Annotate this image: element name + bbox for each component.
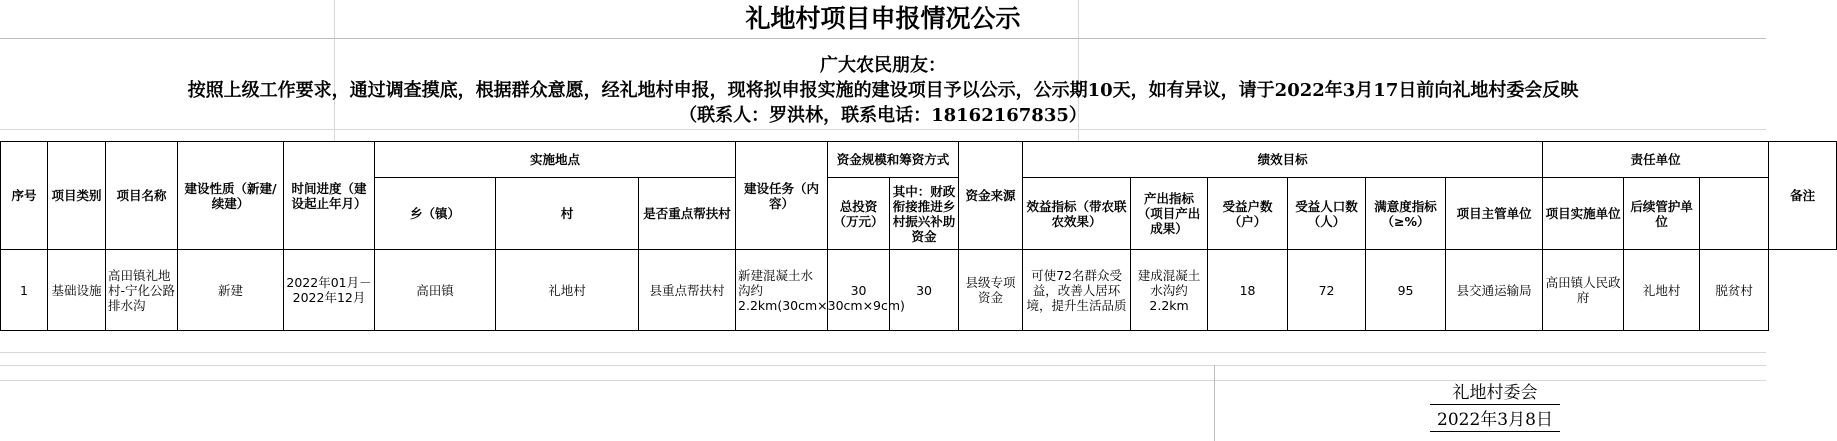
header-impl-unit: 项目实施单位 xyxy=(1543,178,1624,250)
cell-impl-unit: 高田镇人民政府 xyxy=(1543,250,1624,331)
header-seq: 序号 xyxy=(1,142,48,250)
header-township: 乡（镇） xyxy=(375,178,496,250)
header-lead-unit: 项目主管单位 xyxy=(1446,178,1543,250)
cell-source: 县级专项资金 xyxy=(959,250,1023,331)
cell-satisfaction: 95 xyxy=(1366,250,1446,331)
header-households: 受益户数（户） xyxy=(1208,178,1288,250)
header-nature: 建设性质（新建/续建） xyxy=(178,142,284,250)
grid-line xyxy=(0,129,1766,130)
grid-line xyxy=(0,365,1766,366)
table-row xyxy=(1,250,1837,331)
header-total-invest: 总投资（万元） xyxy=(828,178,890,250)
cell-benefit-indicator: 可使72名群众受益，改善人居环境，提升生活品质 xyxy=(1023,250,1131,331)
cell-total-invest: 30 xyxy=(828,250,890,331)
cell-seq: 1 xyxy=(1,250,48,331)
signature-date: 2022年3月8日 xyxy=(1430,409,1560,432)
header-category: 项目类别 xyxy=(48,142,106,250)
cell-category: 基础设施 xyxy=(48,250,106,331)
cell-maint-unit: 礼地村 xyxy=(1624,250,1700,331)
cell-output-indicator: 建成混凝土水沟约2.2km xyxy=(1131,250,1208,331)
cell-schedule: 2022年01月－2022年12月 xyxy=(284,250,375,331)
header-schedule: 时间进度（建设起止年月） xyxy=(284,142,375,250)
cell-subsidy: 30 xyxy=(890,250,959,331)
cell-key-village: 县重点帮扶村 xyxy=(639,250,736,331)
header-output-indicator: 产出指标（项目产出成果） xyxy=(1131,178,1208,250)
cell-remark: 脱贫村 xyxy=(1700,250,1769,331)
header-remark: 备注 xyxy=(1769,142,1837,250)
signature-org: 礼地村委会 xyxy=(1430,382,1560,405)
header-responsibility-group: 责任单位 xyxy=(1543,142,1769,178)
header-key-village: 是否重点帮扶村 xyxy=(639,178,736,250)
cell-village: 礼地村 xyxy=(496,250,639,331)
header-performance-group: 绩效目标 xyxy=(1023,142,1543,178)
header-name: 项目名称 xyxy=(106,142,178,250)
cell-township: 高田镇 xyxy=(375,250,496,331)
notice-contact: （联系人：罗洪林，联系电话：18162167835） xyxy=(679,105,1087,126)
cell-households: 18 xyxy=(1208,250,1288,331)
grid-line xyxy=(1214,365,1215,441)
header-village: 村 xyxy=(496,178,639,250)
header-benefit-indicator: 效益指标（带农联农效果） xyxy=(1023,178,1131,250)
grid-line xyxy=(0,380,1766,381)
cell-population: 72 xyxy=(1288,250,1366,331)
notice-body: 按照上级工作要求，通过调查摸底，根据群众意愿，经礼地村申报，现将拟申报实施的建设项目予以公示，公示期10天，如有异议，请于2022年3月17日前向礼地村委会反映 xyxy=(187,80,1579,101)
cell-nature: 新建 xyxy=(178,250,284,331)
header-maint-unit: 后续管护单位 xyxy=(1624,178,1700,250)
cell-task: 新建混凝土水沟约2.2km(30cm×30cm×9cm) xyxy=(736,250,828,331)
cell-lead-unit: 县交通运输局 xyxy=(1446,250,1543,331)
header-funding-group: 资金规模和筹资方式 xyxy=(828,142,959,178)
header-population: 受益人口数（人） xyxy=(1288,178,1366,250)
header-location-group: 实施地点 xyxy=(375,142,736,178)
cell-name: 高田镇礼地村-宁化公路排水沟 xyxy=(106,250,178,331)
project-table xyxy=(0,141,1837,331)
notice-block xyxy=(0,39,1766,129)
header-task: 建设任务（内容） xyxy=(736,142,828,250)
grid-line xyxy=(0,352,1766,353)
notice-greeting: 广大农民朋友： xyxy=(820,55,946,76)
header-satisfaction: 满意度指标（≥%） xyxy=(1366,178,1446,250)
header-subsidy: 其中：财政衔接推进乡村振兴补助资金 xyxy=(890,178,959,250)
page-title: 礼地村项目申报情况公示 xyxy=(0,0,1766,39)
header-source: 资金来源 xyxy=(959,142,1023,250)
